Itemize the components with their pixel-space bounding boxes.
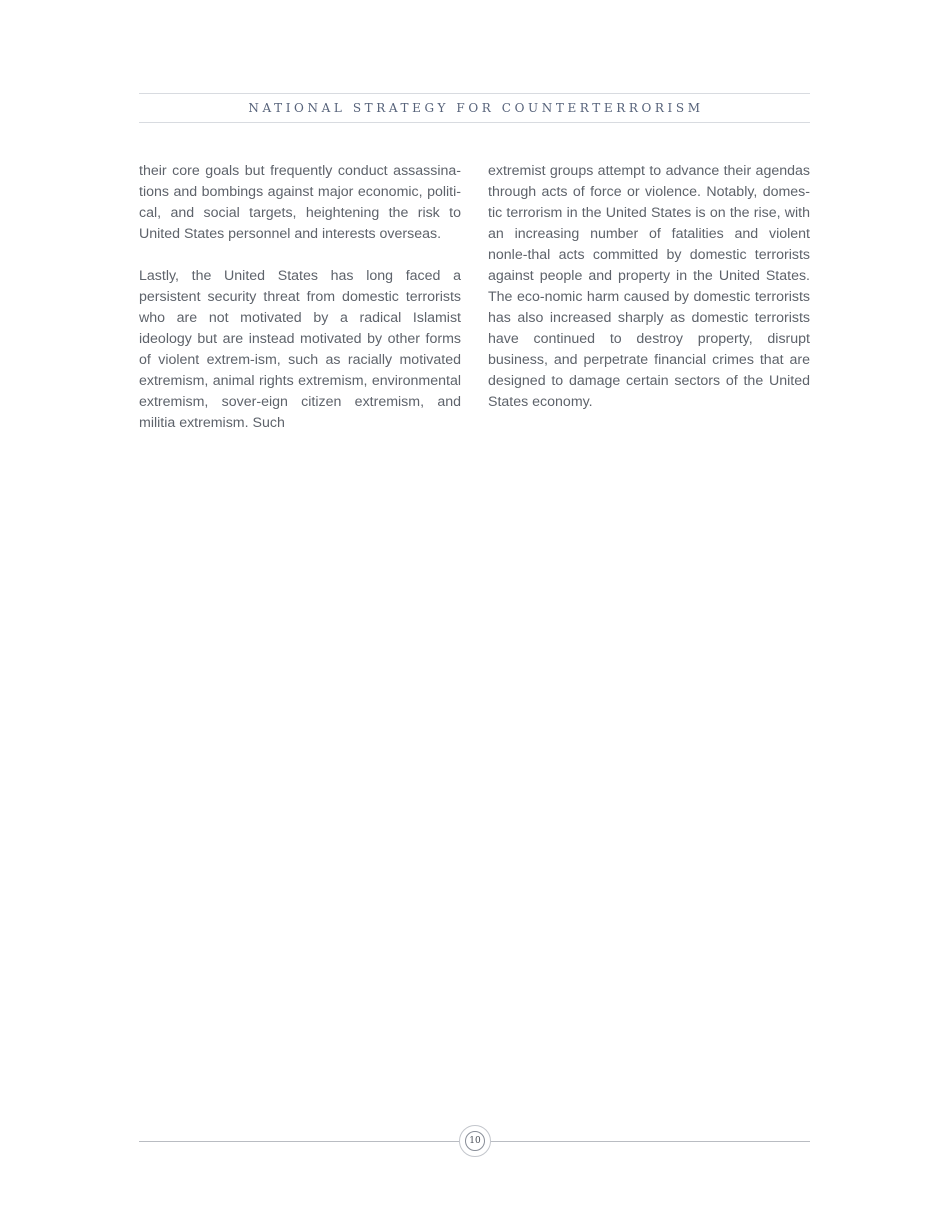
text-column-left — [139, 161, 461, 434]
running-header — [139, 93, 810, 123]
paragraph: Lastly, the United States has long faced a persistent security threat from domestic terrorists who are not motivated by a radical Islamist ideology but are instead motivated by other forms of violent extrem-ism, such as racially motivated extremism, animal rights extremism, environmental extremism, sover-eign citizen extremism, and militia extremism. Such — [139, 268, 461, 431]
document-title: NATIONAL STRATEGY FOR COUNTERTERRORISM — [248, 101, 704, 115]
paragraph: extremist groups attempt to advance their agendas through acts of force or violence. Notably, domes-tic terrorism in the United States is on the rise, with an increasing number of fatalities and violent nonle-thal acts committed by domestic terrorists against people and property in the United States. The eco-nomic harm caused by domestic terrorists has also increased sharply as domestic terrorists have continued to destroy property, disrupt business, and perpetrate financial crimes that are designed to damage certain sectors of the United States economy. — [488, 163, 810, 410]
page-number: 10 — [465, 1131, 485, 1151]
page-number-badge — [459, 1125, 491, 1157]
paragraph: their core goals but frequently conduct assassina-tions and bombings against major economic, politi-cal, and social targets, heightening the risk to United States personnel and interests overseas. — [139, 163, 461, 242]
text-column-right — [488, 161, 810, 413]
footer-divider-left — [139, 1141, 459, 1142]
footer-divider-right — [491, 1141, 810, 1142]
